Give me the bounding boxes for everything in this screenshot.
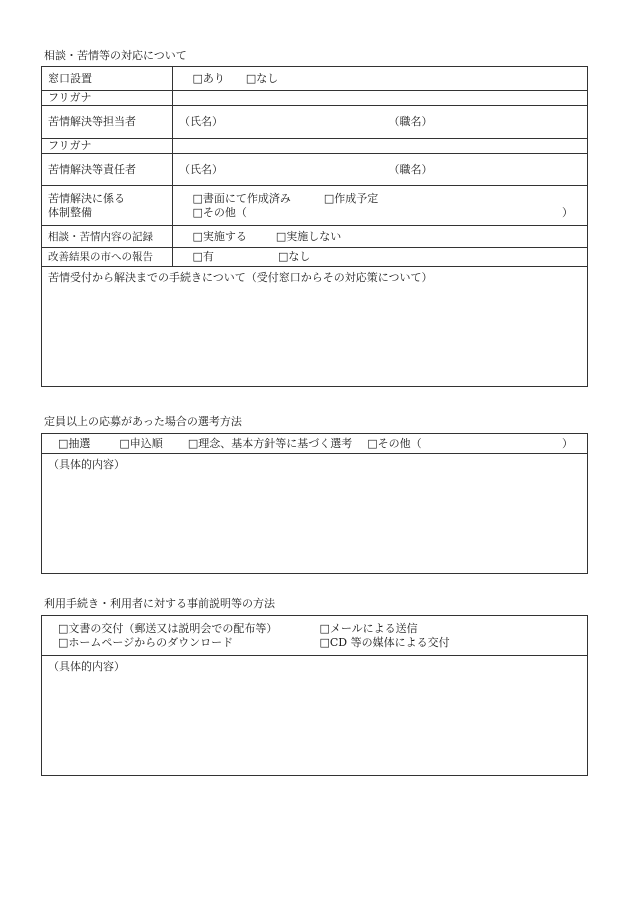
report-no-checkbox[interactable]: □なし: [278, 250, 311, 263]
furigana-label-manager: フリガナ: [42, 139, 173, 154]
system-other-close-paren: ）: [562, 205, 573, 219]
selection-other-checkbox[interactable]: □その他（: [367, 436, 422, 450]
system-label-line1: 苦情解決に係る: [48, 191, 125, 205]
explanation-method-table: [41, 615, 588, 776]
selection-method-table: [41, 433, 588, 574]
record-options: [173, 226, 588, 248]
furigana-field-manager[interactable]: [173, 139, 588, 154]
selection-details-field[interactable]: [42, 454, 588, 574]
manager-label: 苦情解決等責任者: [42, 154, 173, 186]
complaint-handling-table: [41, 66, 588, 387]
window-label: 窓口設置: [42, 67, 173, 91]
furigana-label-officer: フリガナ: [42, 91, 173, 106]
cd-checkbox[interactable]: □CD 等の媒体による交付: [319, 635, 450, 649]
system-label-line2: 体制整備: [48, 205, 92, 219]
manager-name-label: （氏名）: [179, 162, 223, 176]
report-options: [173, 248, 588, 267]
download-checkbox[interactable]: □ホームページからのダウンロード: [58, 635, 234, 649]
manager-position-label: （職名）: [388, 162, 433, 176]
officer-field[interactable]: [173, 106, 588, 139]
section1-title: 相談・苦情等の対応について: [44, 49, 187, 62]
selection-details-label: （具体的内容）: [48, 458, 125, 471]
explanation-options: [42, 616, 588, 656]
system-planned-checkbox[interactable]: □作成予定: [323, 191, 379, 205]
report-yes-checkbox[interactable]: □有: [192, 250, 214, 263]
record-no-checkbox[interactable]: □実施しない: [275, 229, 342, 243]
lottery-checkbox[interactable]: □抽選: [58, 436, 91, 450]
manager-field[interactable]: [173, 154, 588, 186]
section2-title: 定員以上の応募があった場合の選考方法: [44, 415, 242, 428]
system-written-checkbox[interactable]: □書面にて作成済み: [192, 191, 291, 205]
procedure-field[interactable]: [42, 267, 588, 387]
officer-position-label: （職名）: [388, 115, 433, 128]
procedure-label: 苦情受付から解決までの手続きについて（受付窓口からその対応策について）: [48, 271, 433, 284]
explanation-details-field[interactable]: [42, 656, 588, 776]
explanation-details-label: （具体的内容）: [48, 660, 125, 673]
furigana-field-officer[interactable]: [173, 91, 588, 106]
officer-name-label: （氏名）: [179, 115, 223, 128]
window-no-checkbox[interactable]: □なし: [245, 71, 279, 85]
system-options: [173, 186, 588, 226]
system-other-checkbox[interactable]: □その他（: [192, 205, 247, 219]
section3-title: 利用手続き・利用者に対する事前説明等の方法: [44, 597, 275, 610]
email-checkbox[interactable]: □メールによる送信: [319, 621, 418, 635]
officer-label: 苦情解決等担当者: [42, 106, 173, 139]
order-checkbox[interactable]: □申込順: [119, 436, 163, 450]
report-label: 改善結果の市への報告: [42, 248, 173, 267]
window-yes-checkbox[interactable]: □あり: [192, 71, 225, 85]
system-label: [42, 186, 173, 226]
selection-options: [42, 434, 588, 454]
document-checkbox[interactable]: □文書の交付（郵送又は説明会での配布等）: [58, 621, 278, 635]
record-label: 相談・苦情内容の記録: [42, 226, 173, 248]
selection-other-close-paren: ）: [562, 436, 573, 450]
philosophy-checkbox[interactable]: □理念、基本方針等に基づく選考: [187, 436, 353, 450]
window-options: [173, 67, 588, 91]
record-yes-checkbox[interactable]: □実施する: [192, 229, 247, 243]
